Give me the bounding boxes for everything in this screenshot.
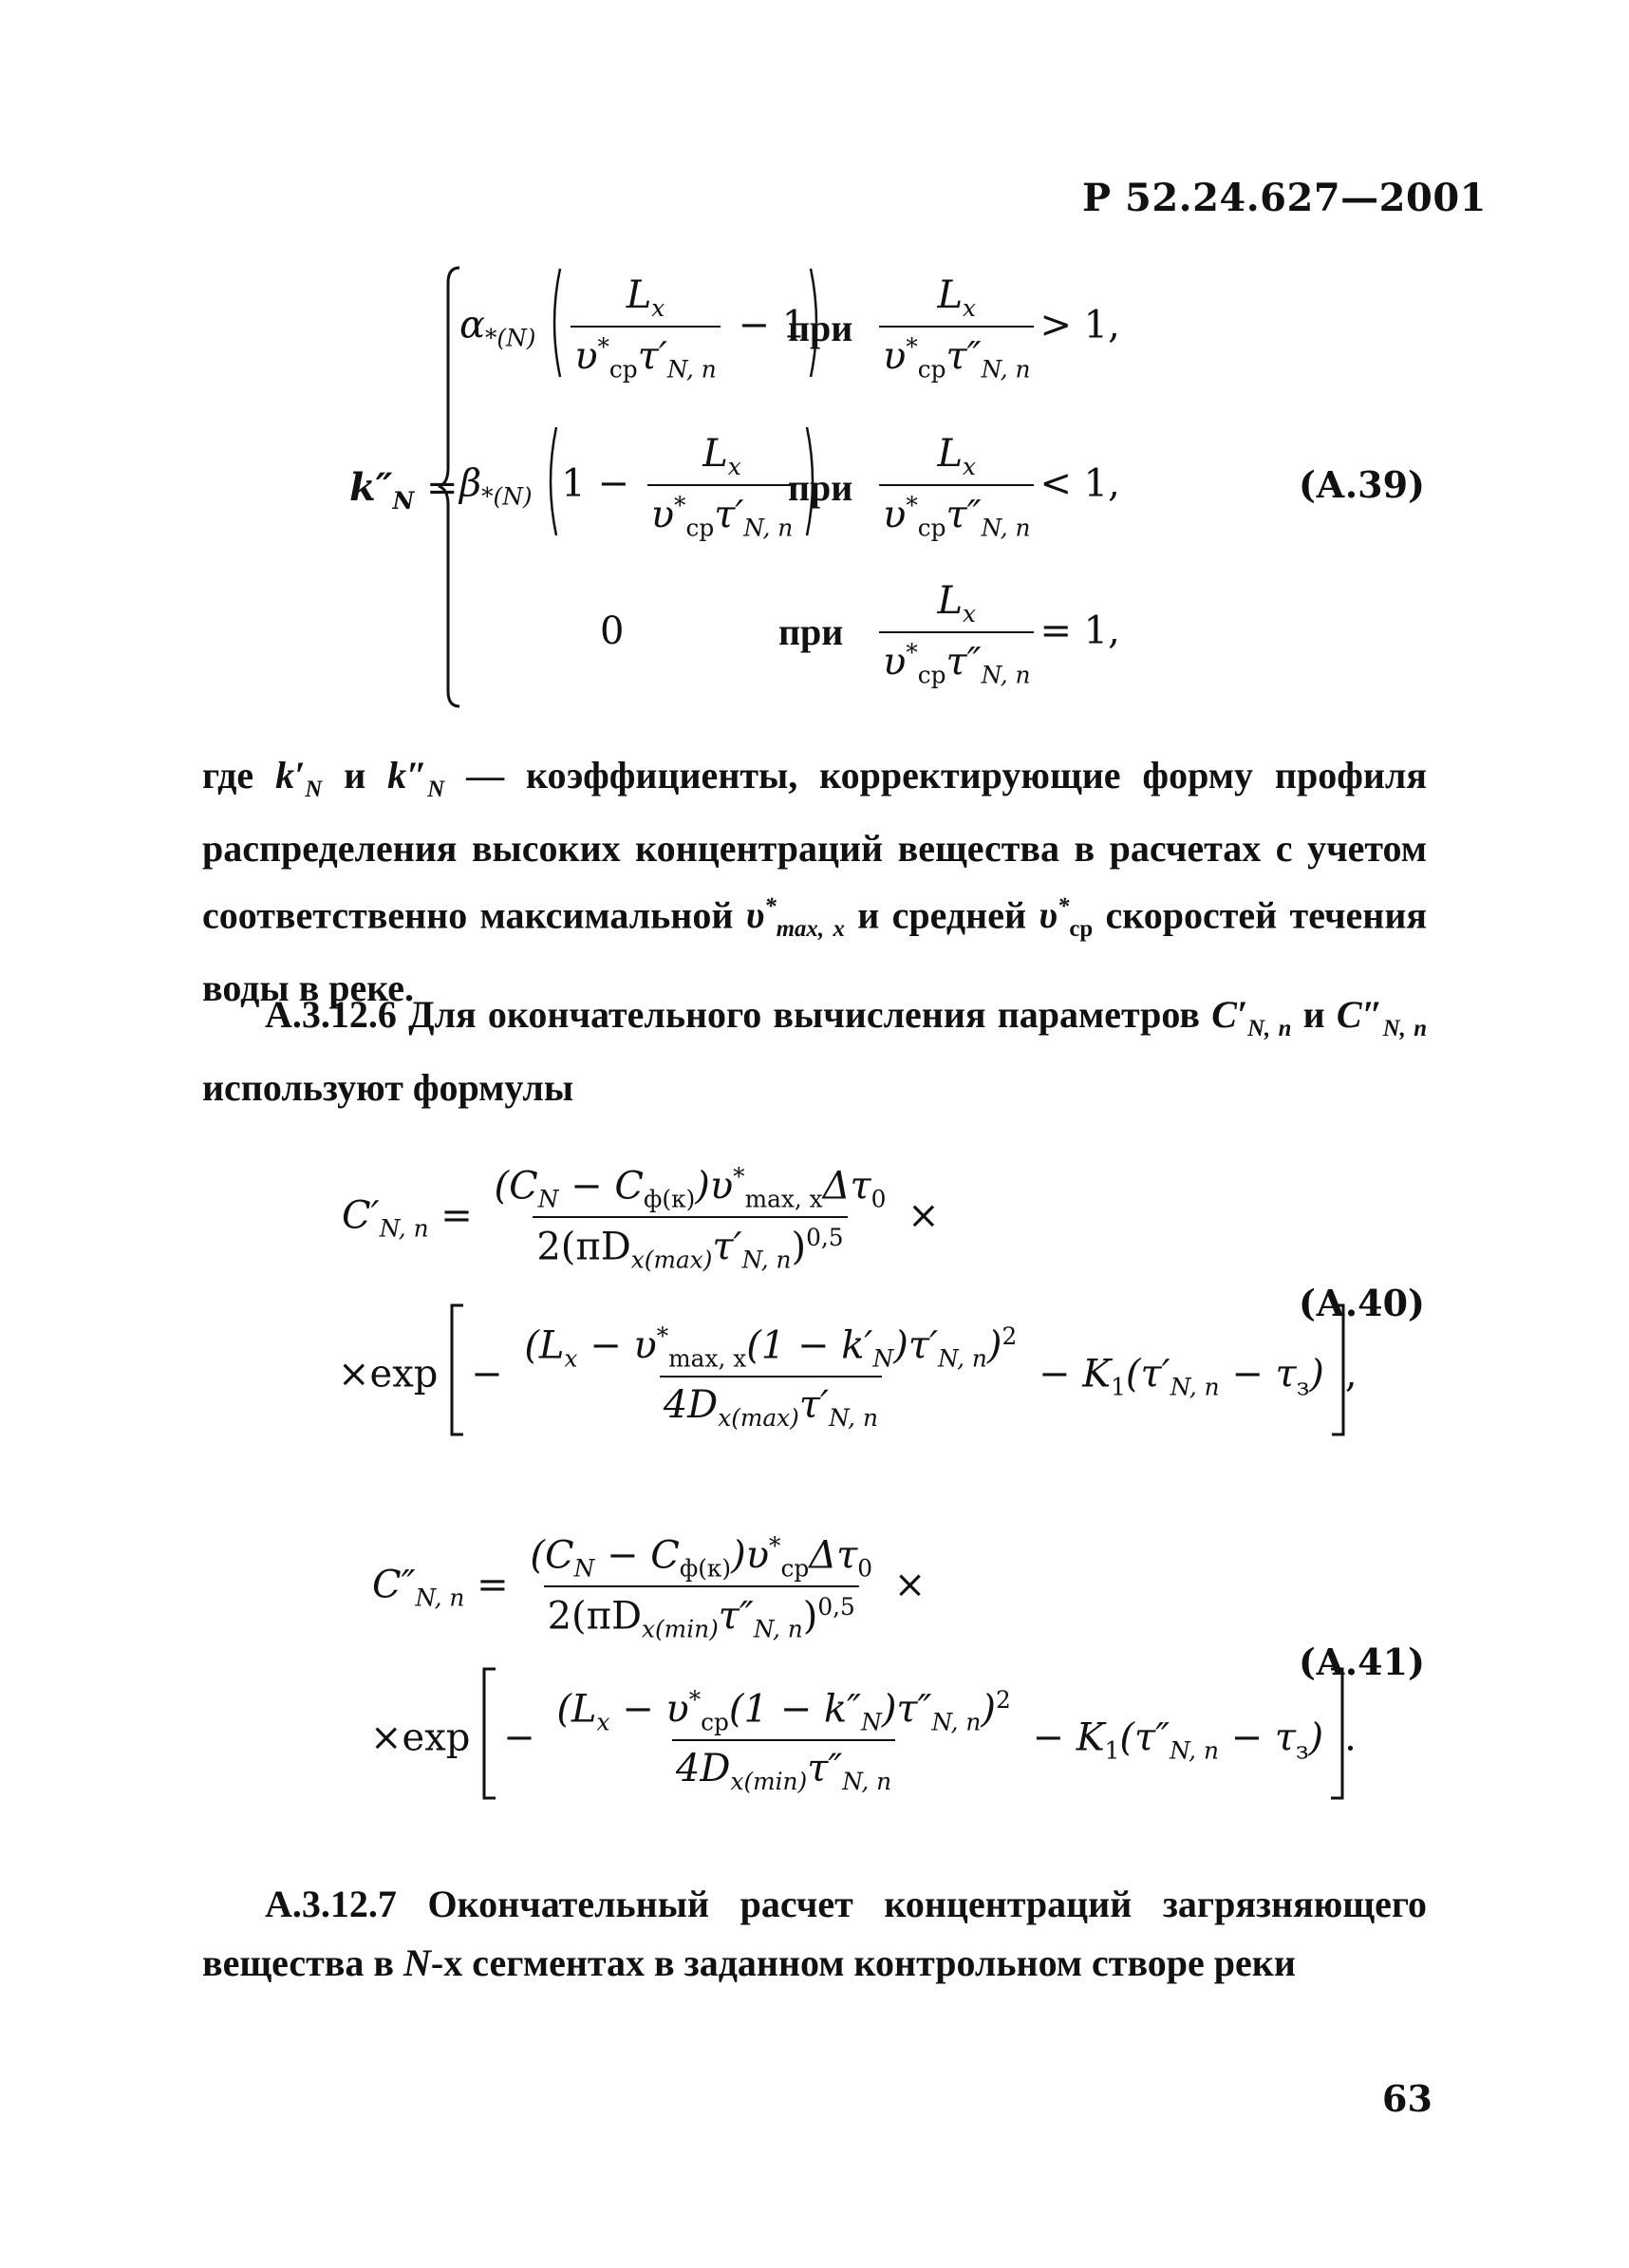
eq40-second-line: ×exp − $\frac{(L_x - \upsilon^*_{max, x}(1 - k'_N)\tau'_{N, n})^2}{4D_{x(max)}\tau'_{N, n}}$ − $K_1(\tau'_{N, n} - \tau_з)$ , [338, 1322, 1358, 1432]
paragraph-section-a3126: А.3.12.6 Для окончательного вычисления параметров $C'_{N, n}$ и $C''_{N, n}$ используют формулы [202, 993, 1427, 1109]
eq39-case3-pri: при [778, 610, 844, 653]
eq39-case3-value: 0 [600, 609, 625, 653]
eq39-case3-condition: $\frac{L_x}{\upsilon^*_{ср}\tau''_{N, n}}$ = 1, [873, 579, 1120, 688]
eq39-number: (А.39) [1299, 463, 1426, 506]
eq39-case1: $\alpha_{*(N)}$ $\frac{L_x}{\upsilon^*_{ср}\tau'_{N, n}}$ − 1 [459, 273, 823, 383]
eq40-first-line: $C'_{N, n}$ = $\frac{(C_N - C_{ф(к)})\upsilon^*_{max, x}\Delta\tau_0}{2(\pi D_{x(max)}\tau'_{N, n})^{0,5}}$ × [342, 1163, 940, 1274]
eq39-case1-paren-left [546, 266, 563, 380]
eq41-first-line: $C''_{N, n}$ = $\frac{(C_N - C_{ф(к)})\upsilon^*_{ср}\Delta\tau_0}{2(\pi D_{x(min)}\tau''_{N, n})^{0,5}}$ × [372, 1532, 927, 1643]
eq40-number: (А.40) [1299, 1282, 1426, 1324]
eq39-case1-pri: при [788, 307, 853, 349]
eq41-bracket-left [482, 1667, 497, 1800]
eq39-case2-fraction: $\frac{L_x}{\upsilon^*_{ср}\tau'_{N, n}}$ [647, 432, 797, 541]
paragraph-coefficients: где $k'_N$ и $k''_N$ — коэффициенты, корректирующие форму профиля распределения высоких концентраций вещества в расчетах с учетом соответственно максимальной $\upsilon^*_{max, x}$ и средней $\upsilon^*_{ср}$ скоростей течения воды в реке. [202, 754, 1428, 1010]
eq39-case2-pri: при [788, 466, 853, 509]
eq39-lhs: $k''_N$ = [349, 465, 459, 515]
eq39-case2-paren-left [542, 424, 559, 538]
eq39-case2: $\beta_{*(N)}$ 1 − $\frac{L_x}{\upsilon^*_{ср}\tau'_{N, n}}$ [459, 432, 819, 541]
eq41-number: (А.41) [1299, 1640, 1426, 1683]
eq39-case1-condition: $\frac{L_x}{\upsilon^*_{ср}\tau''_{N, n}}$ > 1, [873, 273, 1120, 383]
eq40-bracket-left [450, 1303, 465, 1436]
eq39-case2-condition: $\frac{L_x}{\upsilon^*_{ср}\tau''_{N, n}}$ < 1, [873, 432, 1120, 541]
eq39-case1-fraction: $\frac{L_x}{\upsilon^*_{ср}\tau'_{N, n}}$ [571, 273, 721, 383]
eq41-second-line: ×exp − $\frac{(L_x - \upsilon^*_{ср}(1 - k''_N)\tau''_{N, n})^2}{4D_{x(min)}\tau''_{N, n}}$ − $K_1(\tau''_{N, n} - \tau_з)$ . [370, 1686, 1357, 1795]
paragraph-section-a3127: А.3.12.7 Окончательный расчет концентраций загрязняющего вещества в N-х сегментах в заданном контрольном створе реки [202, 1883, 1427, 1984]
document-number: Р 52.24.627—2001 [1082, 176, 1488, 220]
page-number: 63 [1382, 2077, 1432, 2120]
eq41-bracket-right [1329, 1667, 1344, 1800]
